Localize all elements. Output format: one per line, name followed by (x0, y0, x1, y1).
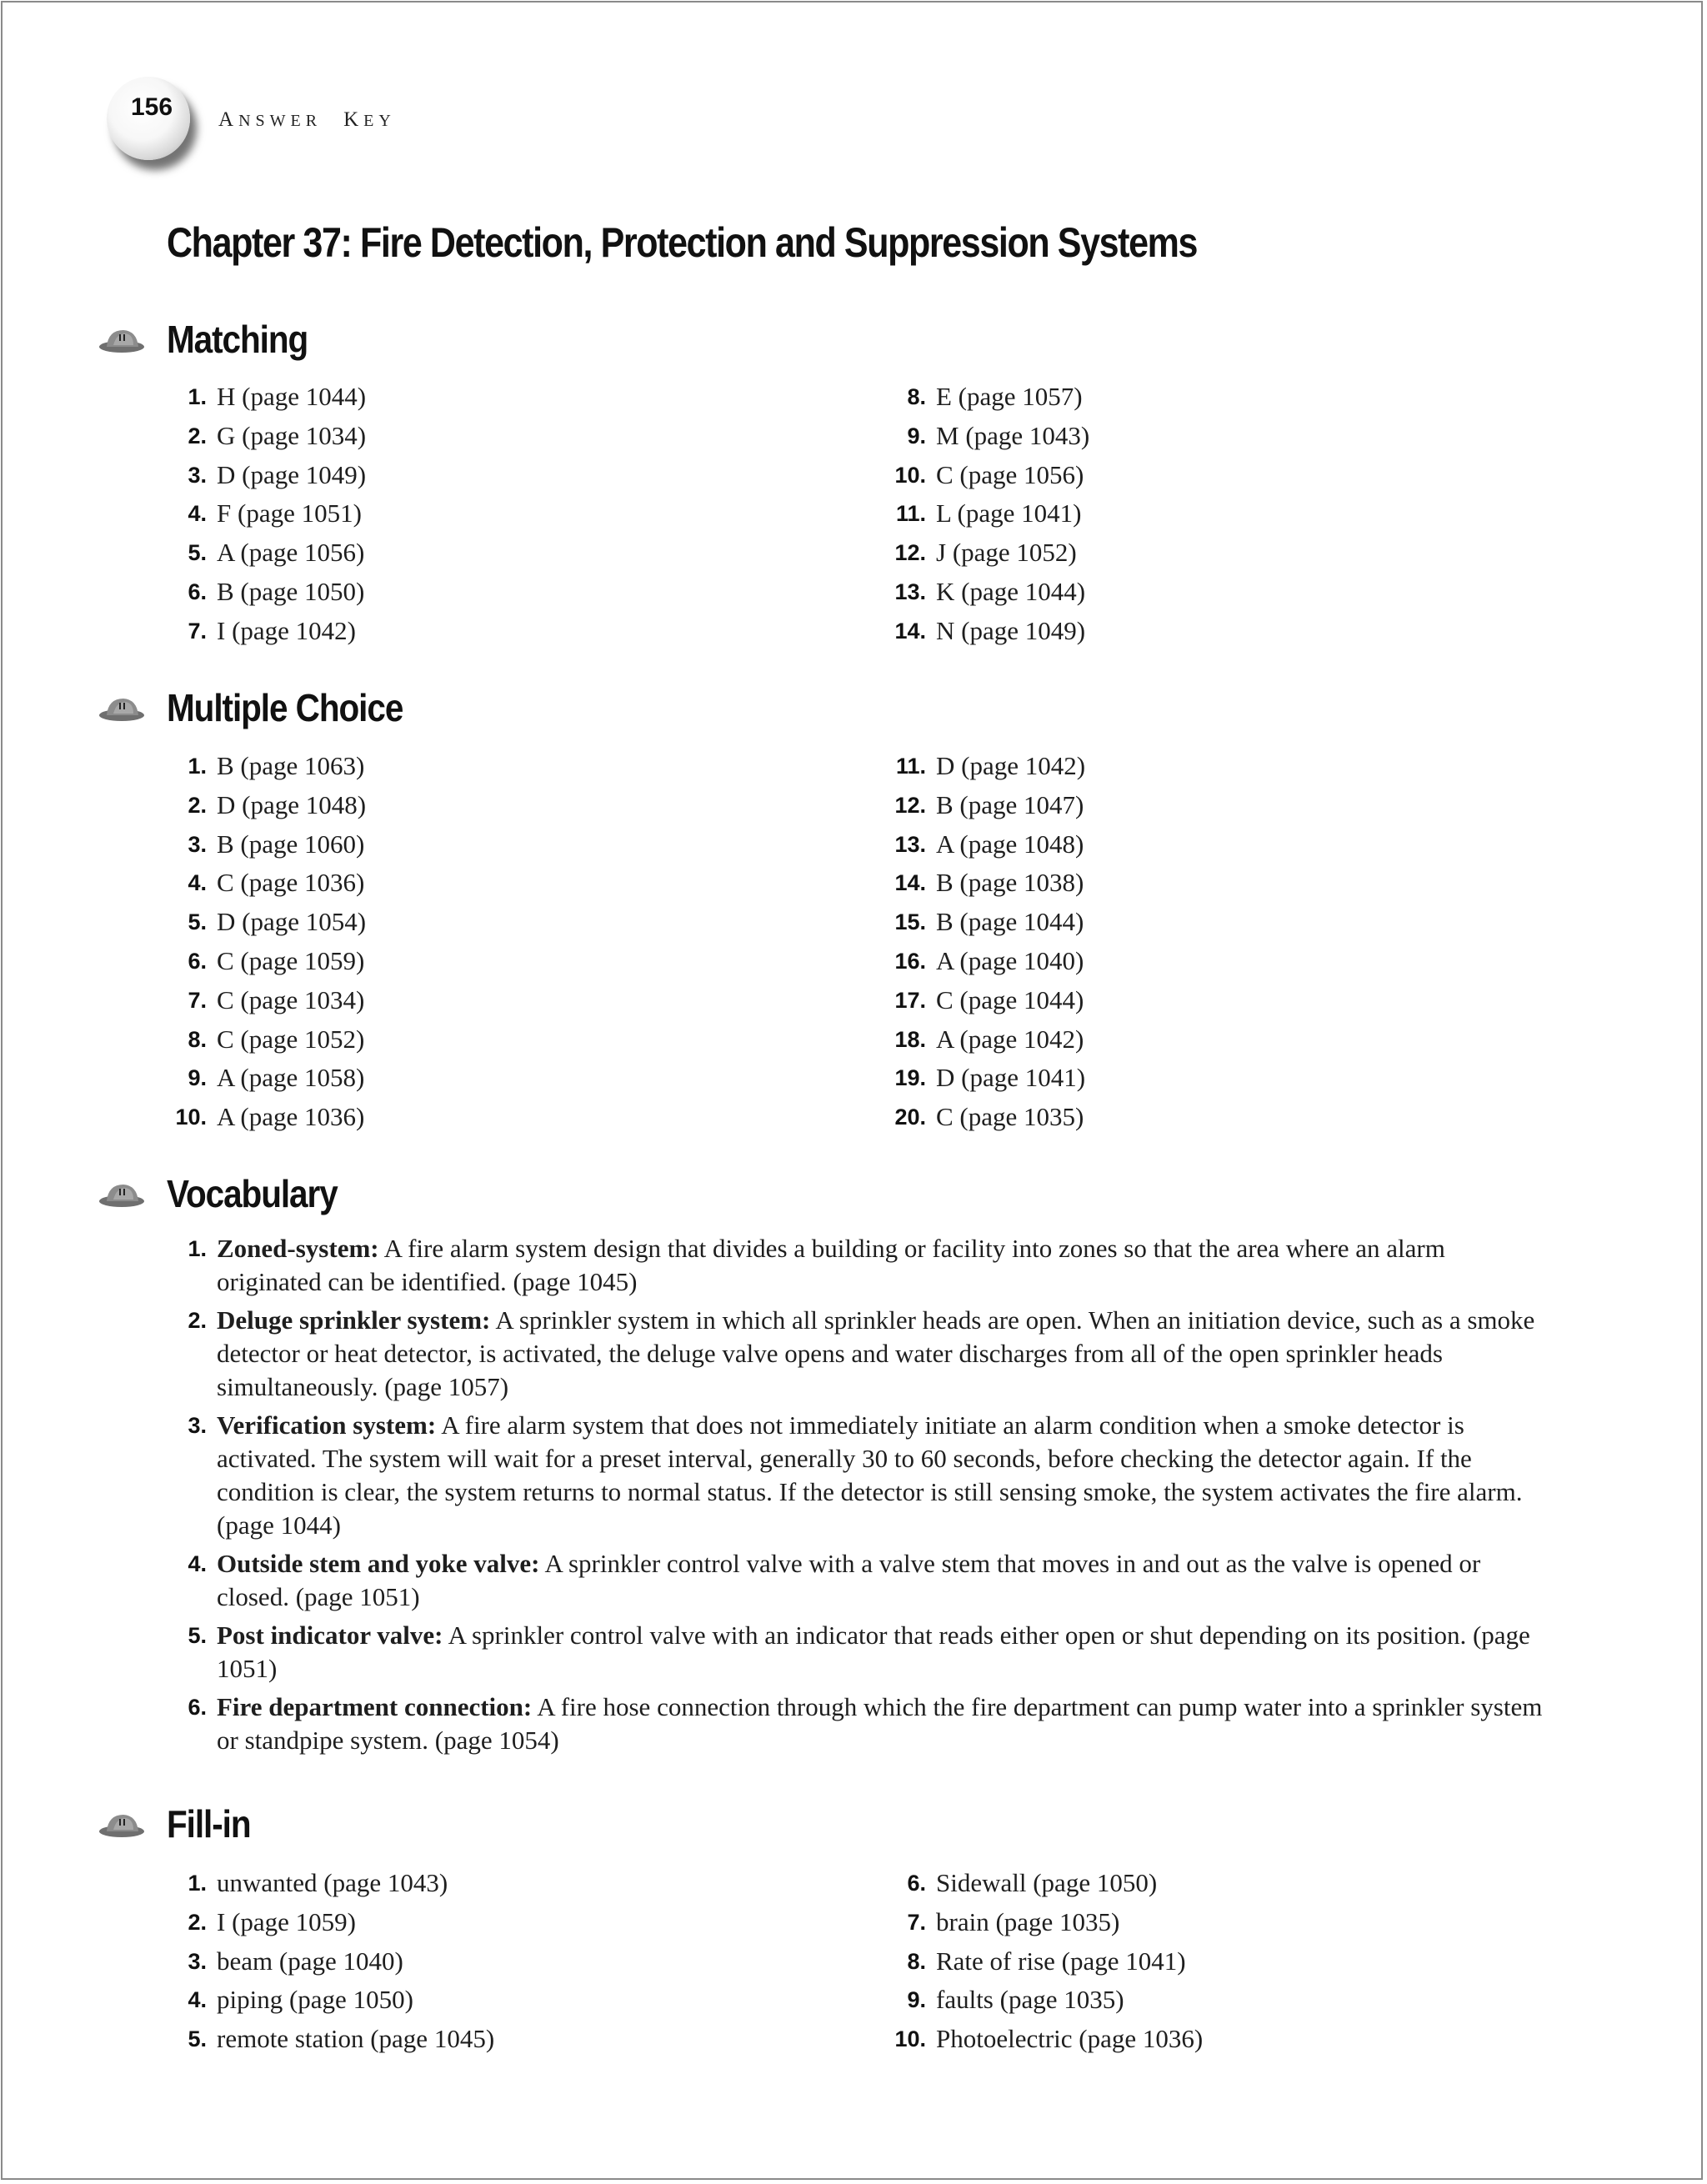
list-item: 5. remote station (page 1045) (188, 2024, 495, 2054)
vocabulary-item: 6. Fire department connection: A fire hose connection through which the fire department can pump water into a sprinkler system or standpipe system. (page 1054) (188, 1692, 1543, 1755)
chapter-title: Chapter 37: Fire Detection, Protection and Suppression Systems (167, 219, 1198, 266)
fire-helmet-icon (98, 1811, 145, 1840)
running-head (218, 98, 396, 133)
vocabulary-item: 5. Post indicator valve: A sprinkler control valve with an indicator that reads either open or shut depending on its position. (page 1051) (188, 1620, 1530, 1683)
list-item: 6. Sidewall (page 1050) (907, 1868, 1158, 1897)
multiple-choice-list-left (167, 747, 366, 1137)
list-item: 2. G (page 1034) (188, 420, 367, 450)
list-item: 13. K (page 1044) (894, 576, 1086, 606)
list-item: 5. D (page 1054) (188, 907, 367, 937)
list-item: 7. brain (page 1035) (907, 1906, 1120, 1936)
list-item: 9. M (page 1043) (907, 420, 1090, 450)
list-item: 4. piping (page 1050) (188, 1985, 413, 2015)
list-item: 1. unwanted (page 1043) (188, 1868, 448, 1897)
list-item: 14. B (page 1038) (894, 868, 1084, 898)
section-title-fill-in: Fill-in (167, 1802, 251, 1846)
running-head-word: key (343, 99, 396, 133)
list-item: 3. B (page 1060) (188, 829, 365, 859)
list-item: 9. A (page 1058) (188, 1063, 365, 1093)
list-item: 10. C (page 1056) (894, 459, 1084, 489)
matching-list-left (167, 378, 366, 651)
list-item: 1. H (page 1044) (188, 382, 367, 411)
list-item: 11. D (page 1042) (895, 751, 1086, 780)
section-title-multiple-choice: Multiple Choice (167, 686, 403, 729)
section-title-matching: Matching (167, 318, 308, 361)
vocabulary-list (167, 1232, 1550, 1762)
vocabulary-item: 3. Verification system: A fire alarm system that does not immediately initiate an alarm condition when a smoke detector is activated. The system will wait for a preset interval, generally 30 to 60 seconds, before checking the detector again. If the condition is clear, the system returns to normal status. If the detector is still sensing smoke, the system activates the fire alarm. (page 1044) (188, 1410, 1523, 1540)
list-item: 3. beam (page 1040) (188, 1946, 403, 1976)
list-item: 6. B (page 1050) (188, 576, 365, 606)
list-item: 4. C (page 1036) (188, 868, 365, 898)
list-item: 9. faults (page 1035) (907, 1985, 1124, 2015)
list-item: 3. D (page 1049) (188, 459, 367, 489)
list-item: 8. C (page 1052) (188, 1024, 365, 1054)
list-item: 16. A (page 1040) (894, 945, 1084, 975)
list-item: 12. J (page 1052) (894, 538, 1077, 568)
list-item: 18. A (page 1042) (894, 1024, 1084, 1054)
list-item: 15. B (page 1044) (894, 907, 1084, 937)
list-item: 10. A (page 1036) (175, 1102, 365, 1132)
vocabulary-item: 2. Deluge sprinkler system: A sprinkler system in which all sprinkler heads are open. When an initiation device, such as a smoke detector or heat detector, is activated, the deluge valve opens and water discharges from all of the open sprinkler heads simultaneously. (page 1057) (188, 1305, 1535, 1401)
list-item: 20. C (page 1035) (894, 1102, 1084, 1132)
fire-helmet-icon (98, 1181, 145, 1210)
fire-helmet-icon (98, 695, 145, 724)
list-item: 17. C (page 1044) (894, 984, 1084, 1014)
vocabulary-item: 1. Zoned-system: A fire alarm system design that divides a building or facility into zones so that the area where an alarm originated can be identified. (page 1045) (188, 1234, 1445, 1296)
matching-list-right (886, 378, 1089, 651)
running-head-word: answer (218, 99, 323, 133)
list-item: 19. D (page 1041) (894, 1063, 1086, 1093)
list-item: 7. C (page 1034) (188, 984, 365, 1014)
list-item: 13. A (page 1048) (894, 829, 1084, 859)
fill-in-list-right (886, 1864, 1203, 2059)
list-item: 2. D (page 1048) (188, 789, 367, 819)
list-item: 4. F (page 1051) (188, 498, 362, 528)
multiple-choice-list-right (886, 747, 1085, 1137)
list-item: 8. Rate of rise (page 1041) (907, 1946, 1186, 1976)
list-item: 10. Photoelectric (page 1036) (894, 2024, 1204, 2054)
list-item: 8. E (page 1057) (907, 382, 1083, 411)
section-title-vocabulary: Vocabulary (167, 1172, 338, 1215)
vocabulary-item: 4. Outside stem and yoke valve: A sprinkler control valve with a valve stem that moves in and out as the valve is opened or closed. (page 1051) (188, 1549, 1481, 1611)
fill-in-list-left (167, 1864, 494, 2059)
list-item: 12. B (page 1047) (894, 789, 1084, 819)
list-item: 6. C (page 1059) (188, 945, 365, 975)
page-number: 156 (130, 93, 173, 121)
fire-helmet-icon (98, 327, 145, 355)
list-item: 1. B (page 1063) (188, 751, 365, 780)
list-item: 14. N (page 1049) (894, 615, 1086, 645)
list-item: 7. I (page 1042) (188, 615, 356, 645)
list-item: 5. A (page 1056) (188, 538, 365, 568)
list-item: 2. I (page 1059) (188, 1906, 356, 1936)
list-item: 11. L (page 1041) (895, 498, 1082, 528)
